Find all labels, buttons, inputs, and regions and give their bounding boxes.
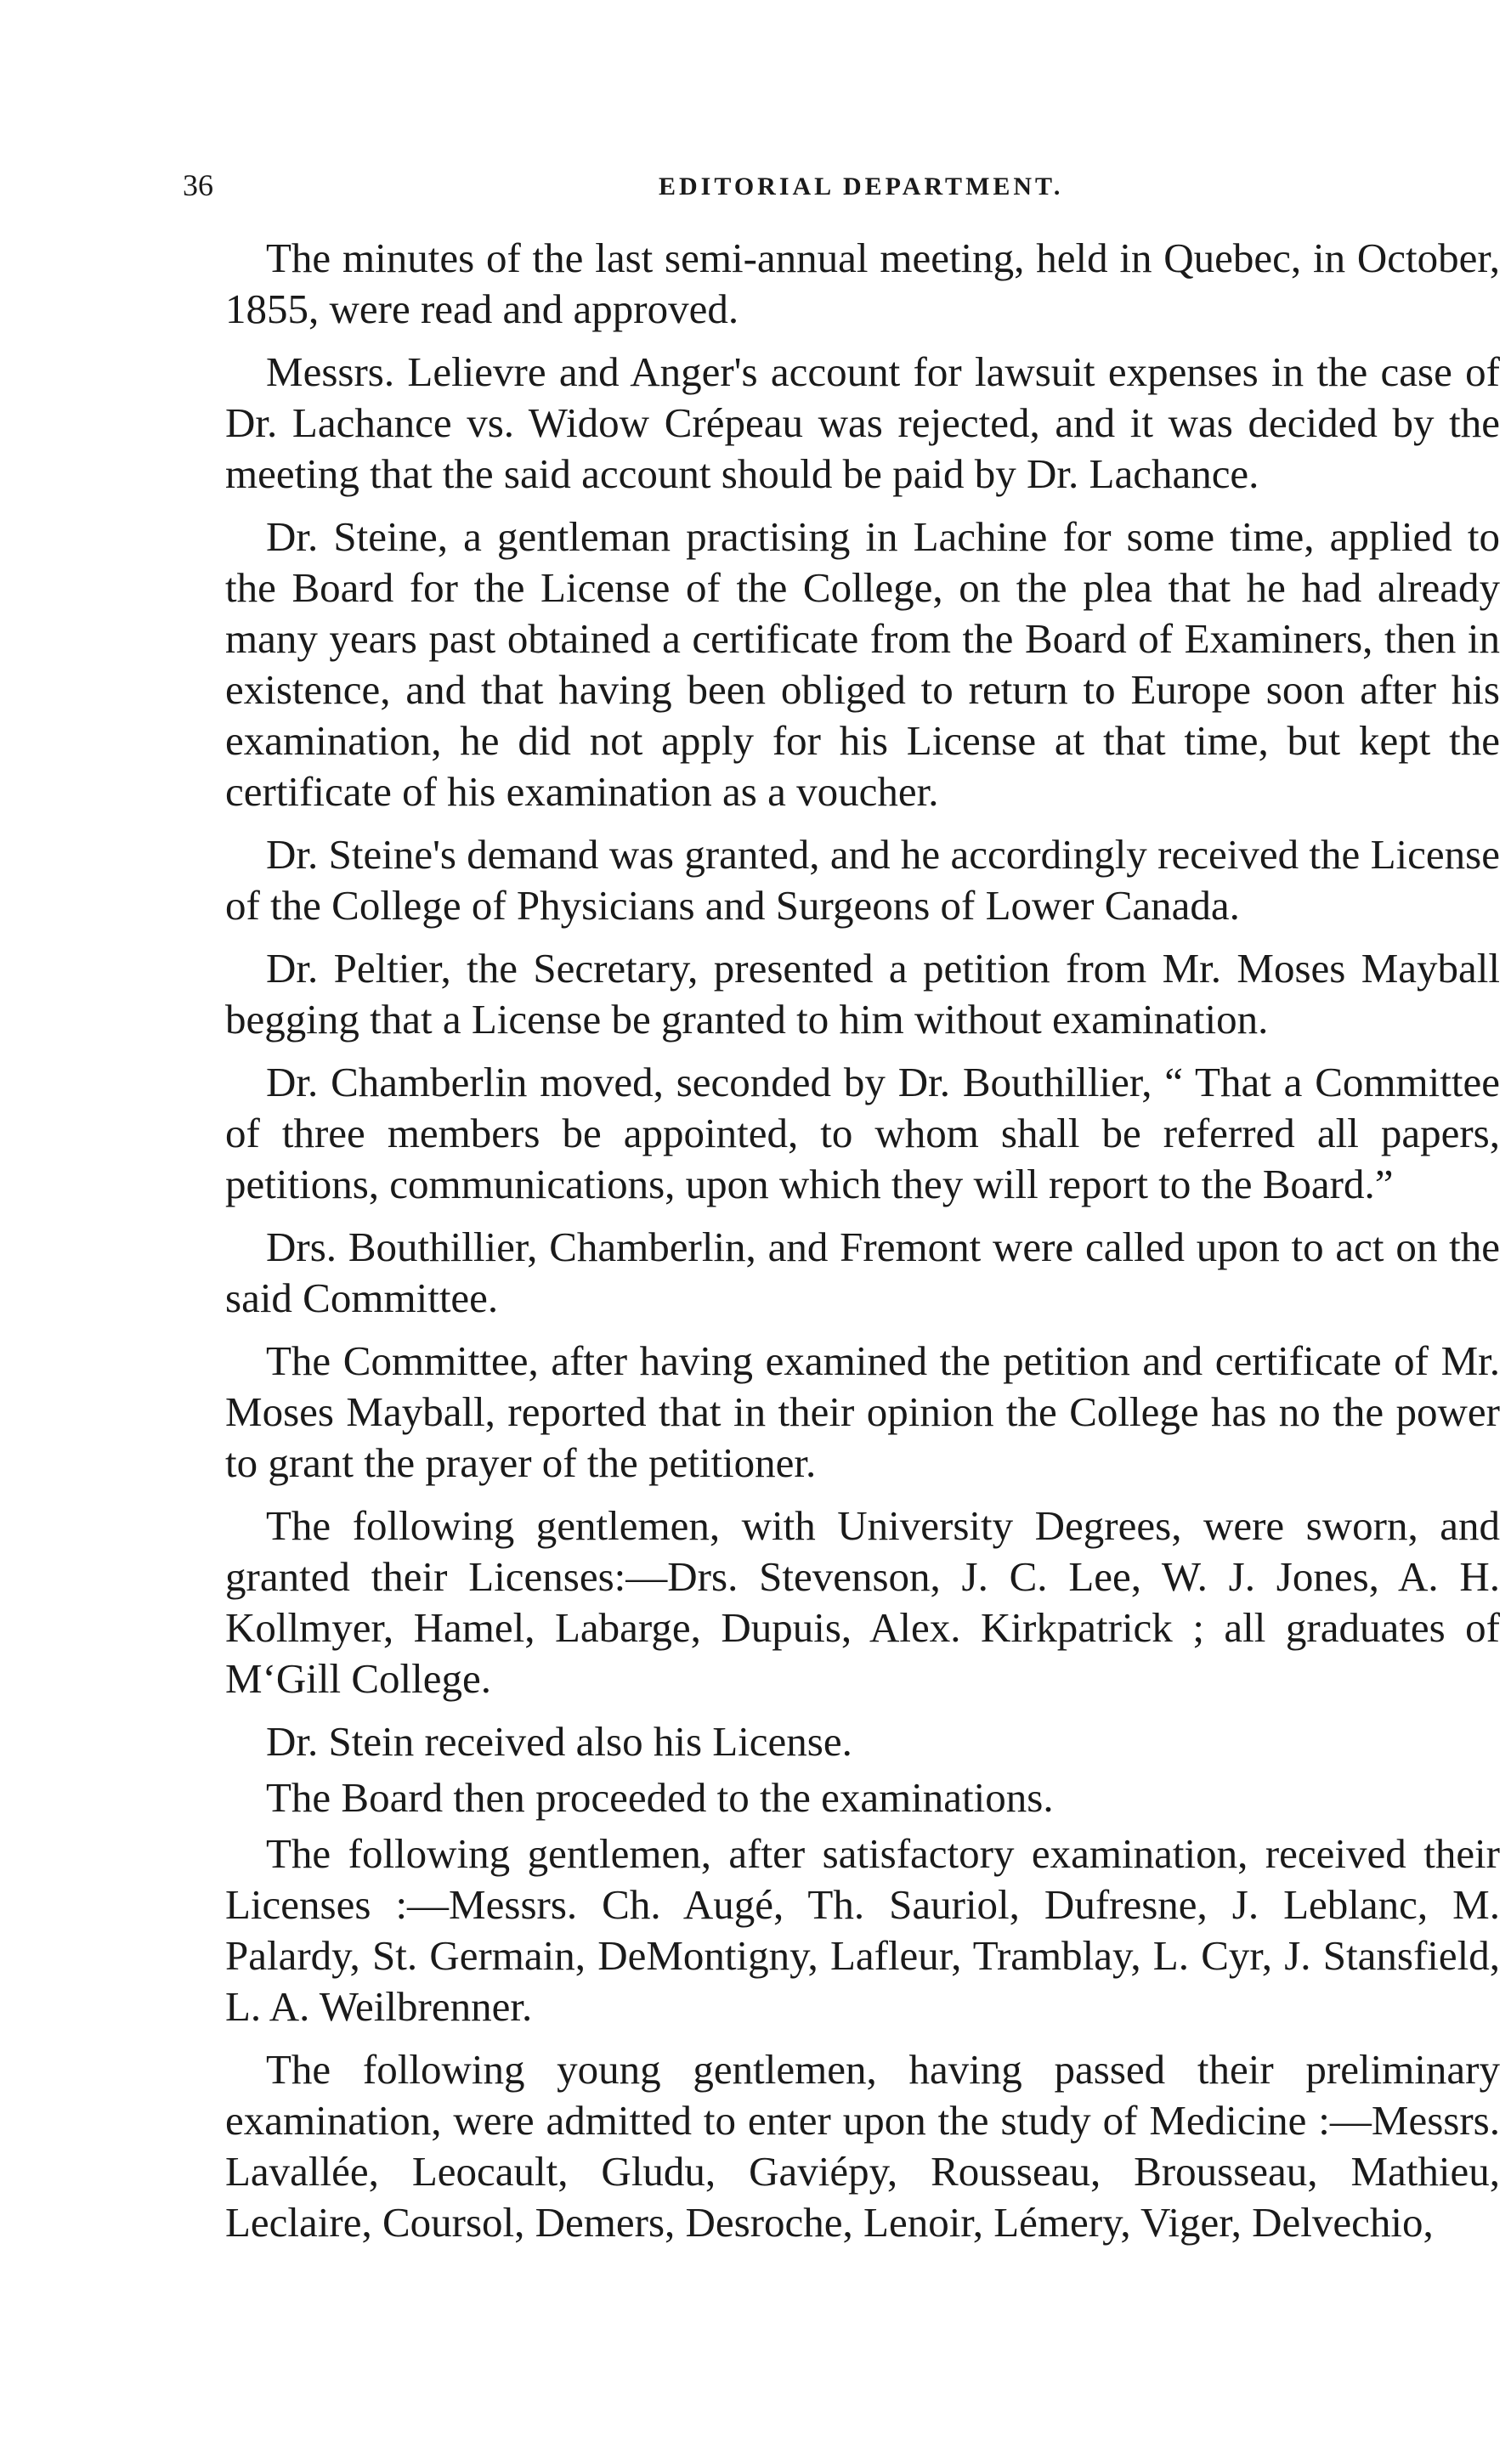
page-number: 36 [183, 168, 213, 202]
running-head: EDITORIAL DEPARTMENT. [659, 172, 1064, 201]
paragraph-preliminary-admissions: The following young gentlemen, having passed their preliminary examination, were admitted to enter upon the study of Medicine :—Messrs. Lavallée, Leocault, Gludu, Gaviépy, Rousseau, Brousseau, Mathieu, Leclaire, Coursol, Demers, Desroche, Lenoir, Lémery, Viger, Delvechio, [225, 2046, 1500, 2246]
paragraph-stein-license: Dr. Stein received also his License. [266, 1718, 852, 1765]
paragraph-university-licenses: The following gentlemen, with University Degrees, were sworn, and granted their Licenses:—Drs. Stevenson, J. C. Lee, W. J. Jones, A. H. Kollmyer, Hamel, Labarge, Dupuis, Alex. Kirkpatrick ; all graduates of M‘Gill College. [225, 1502, 1500, 1702]
body-text [225, 233, 1500, 2260]
paragraph-committee-motion: Dr. Chamberlin moved, seconded by Dr. Bouthillier, “ That a Committee of three members be appointed, to whom shall be referred all papers, petitions, communications, upon which they will report to the Board.” [225, 1059, 1500, 1207]
paragraph-minutes: The minutes of the last semi-annual meeting, held in Quebec, in October, 1855, were read and approved. [225, 235, 1500, 332]
paragraph-steine-granted: Dr. Steine's demand was granted, and he accordingly received the License of the College of Physicians and Surgeons of Lower Canada. [225, 831, 1500, 929]
paragraph-committee-report: The Committee, after having examined the petition and certificate of Mr. Moses Mayball, reported that in their opinion the College has no the power to grant the prayer of the petitioner. [225, 1337, 1500, 1486]
paragraph-examinations: The Board then proceeded to the examinations. [266, 1774, 1054, 1821]
paragraph-examined-licenses: The following gentlemen, after satisfactory examination, received their Licenses :—Messrs. Ch. Augé, Th. Sauriol, Dufresne, J. Leblanc, M. Palardy, St. Germain, DeMontigny, Lafleur, Tramblay, L. Cyr, J. Stansfield, L. A. Weilbrenner. [225, 1830, 1500, 2030]
paragraph-committee-members: Drs. Bouthillier, Chamberlin, and Fremont were called upon to act on the said Committee. [225, 1224, 1500, 1321]
paragraph-steine-application: Dr. Steine, a gentleman practising in Lachine for some time, applied to the Board for the License of the College, on the plea that he had already many years past obtained a certificate from the Board of Examiners, then in existence, and that having been obliged to return to Europe soon after his examination, he did not apply for his License at that time, but kept the certificate of his examination as a voucher. [225, 513, 1500, 815]
paragraph-lawsuit-account: Messrs. Lelievre and Anger's account for lawsuit expenses in the case of Dr. Lachance vs. Widow Crépeau was rejected, and it was decided by the meeting that the said account should be paid by Dr. Lachance. [225, 348, 1500, 497]
paragraph-mayball-petition: Dr. Peltier, the Secretary, presented a petition from Mr. Moses Mayball begging that a License be granted to him without examination. [225, 945, 1500, 1043]
page-header [183, 168, 1491, 202]
